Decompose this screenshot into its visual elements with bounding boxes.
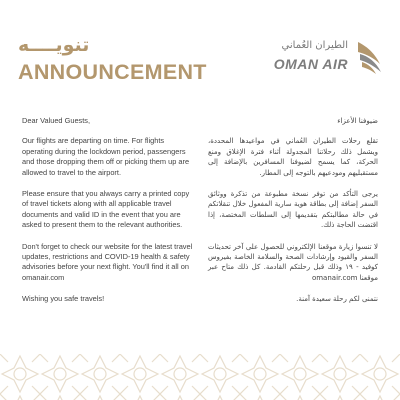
khanjar-icon xyxy=(352,38,386,76)
decorative-pattern xyxy=(0,354,400,400)
arabic-paragraph-1: تقلع رحلات الطيران العُماني في مواعيدها المحددة، ويشمل ذلك رحلاتنا المجدولة أثناء فترة الإغلاق ومنع الحركة، كما يسمح لضيوفنا المسافرين بالإضافة إلى مستقبليهم ومودعيهم بالتوجه إلى المطار. xyxy=(208,137,378,177)
english-paragraph-3: Don't forget to check our website for the latest travel updates, restrictions and COVID-19 health & safety advisories before your next flight. You'll find it all on omanair.com xyxy=(22,241,193,282)
arabic-column xyxy=(208,116,378,316)
oman-air-logo xyxy=(236,38,386,78)
arabic-closing: نتمنى لكم رحلة سعيدة آمنة. xyxy=(296,295,378,304)
arabic-paragraph-2: يرجى التأكد من توفر نسخة مطبوعة من تذكرة ووثائق السفر إضافة إلى بطاقة هوية سارية المفعول خلال تنقلاتكم في حالة مطالبتكم بتقديمها إلى السلطات المختصة، إذا اقتضت الحاجة ذلك. xyxy=(208,190,378,230)
english-paragraph-2: Please ensure that you always carry a printed copy of travel tickets along with all applicable travel documents and valid ID in the event that you are asked to present them to the relevant authorities. xyxy=(22,189,190,230)
english-column xyxy=(22,116,194,316)
logo-name-arabic: الطيران العُماني xyxy=(281,40,348,51)
logo-name-english: OMAN AIR xyxy=(273,56,348,72)
title-english: ANNOUNCEMENT xyxy=(18,60,207,84)
english-paragraph-1: Our flights are departing on time. For flights operating during the lockdown period, passengers and those dropping them off or picking them up are allowed to travel to the airport. xyxy=(22,136,190,177)
arabic-paragraph-3: لا تنسوا زيارة موقعنا الإلكتروني للحصول على آخر تحديثات السفر والقيود وإرشادات الصحة والسلامة الخاصة بفيروس كوفيد - ١٩ وذلك قبل رحلتكم القادمة. كل ذلك متاح عبر موقعنا omanair.com xyxy=(208,242,379,282)
arabic-greeting: ضيوفنا الأعزاء xyxy=(337,117,378,125)
english-greeting: Dear Valued Guests, xyxy=(22,116,91,125)
english-closing: Wishing you safe travels! xyxy=(22,294,105,304)
title-arabic: تنويــــه xyxy=(18,34,90,56)
